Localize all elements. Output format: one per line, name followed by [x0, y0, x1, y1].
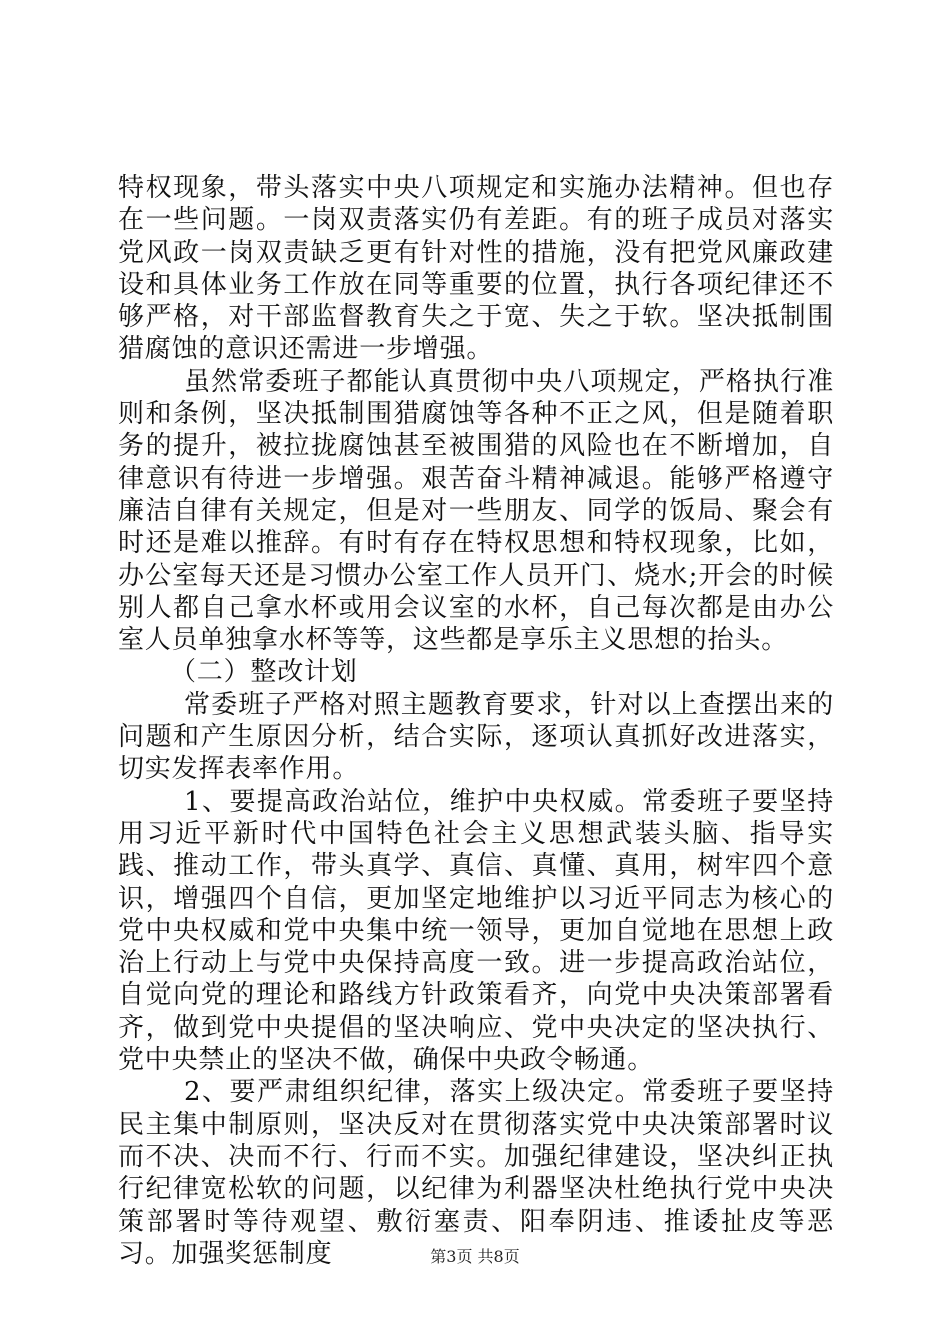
- paragraph-self-discipline: 虽然常委班子都能认真贯彻中央八项规定，严格执行准则和条例，坚决抵制围猎腐蚀等各种不正之风，但是随着职务的提升，被拉拢腐蚀甚至被围猎的风险也在不断增加，自律意识有待进一步增强。艰苦奋斗精神减退。能够严格遵守廉洁自律有关规定，但是对一些朋友、同学的饭局、聚会有时还是难以推辞。有时有存在特权思想和特权现象，比如，办公室每天还是习惯办公室工作人员开门、烧水;开会的时候别人都自己拿水杯或用会议室的水杯，自己每次都是由办公室人员单独拿水杯等等，这些都是享乐主义思想的抬头。: [118, 366, 834, 656]
- paragraph-continuation: 特权现象，带头落实中央八项规定和实施办法精神。但也存在一些问题。一岗双责落实仍有差距。有的班子成员对落实党风政一岗双责缺乏更有针对性的措施，没有把党风廉政建设和具体业务工作放在同等重要的位置，执行各项纪律还不够严格，对干部监督教育失之于宽、失之于软。坚决抵制围猎腐蚀的意识还需进一步增强。: [118, 173, 834, 365]
- document-body: [118, 172, 834, 1270]
- section-heading-rectification-plan: （二）整改计划: [170, 657, 358, 688]
- paragraph-item-1: 1、要提高政治站位，维护中央权威。常委班子要坚持用习近平新时代中国特色社会主义思想武装头脑、指导实践、推动工作，带头真学、真信、真懂、真用，树牢四个意识，增强四个自信，更加坚定地维护以习近平同志为核心的党中央权威和党中央集中统一领导，更加自觉地在思想上政治上行动上与党中央保持高度一致。进一步提高政治站位，自觉向党的理论和路线方针政策看齐，向党中央决策部署看齐，做到党中央提倡的坚决响应、党中央决定的坚决执行、党中央禁止的坚决不做，确保中央政令畅通。: [118, 786, 834, 1076]
- paragraph-plan-intro: 常委班子严格对照主题教育要求，针对以上查摆出来的问题和产生原因分析，结合实际，逐项认真抓好改进落实，切实发挥表率作用。: [118, 689, 834, 785]
- paragraph-item-2: 2、要严肃组织纪律，落实上级决定。常委班子要坚持民主集中制原则，坚决反对在贯彻落实党中央决策部署时议而不决、决而不行、行而不实。加强纪律建设，坚决纠正执行纪律宽松软的问题，以纪律为利器坚决杜绝执行党中央决策部署时等待观望、敷衍塞责、阳奉阴违、推诿扯皮等恶习。加强奖惩制度: [118, 1077, 834, 1269]
- page-number-footer: 第3页 共8页: [430, 1247, 520, 1266]
